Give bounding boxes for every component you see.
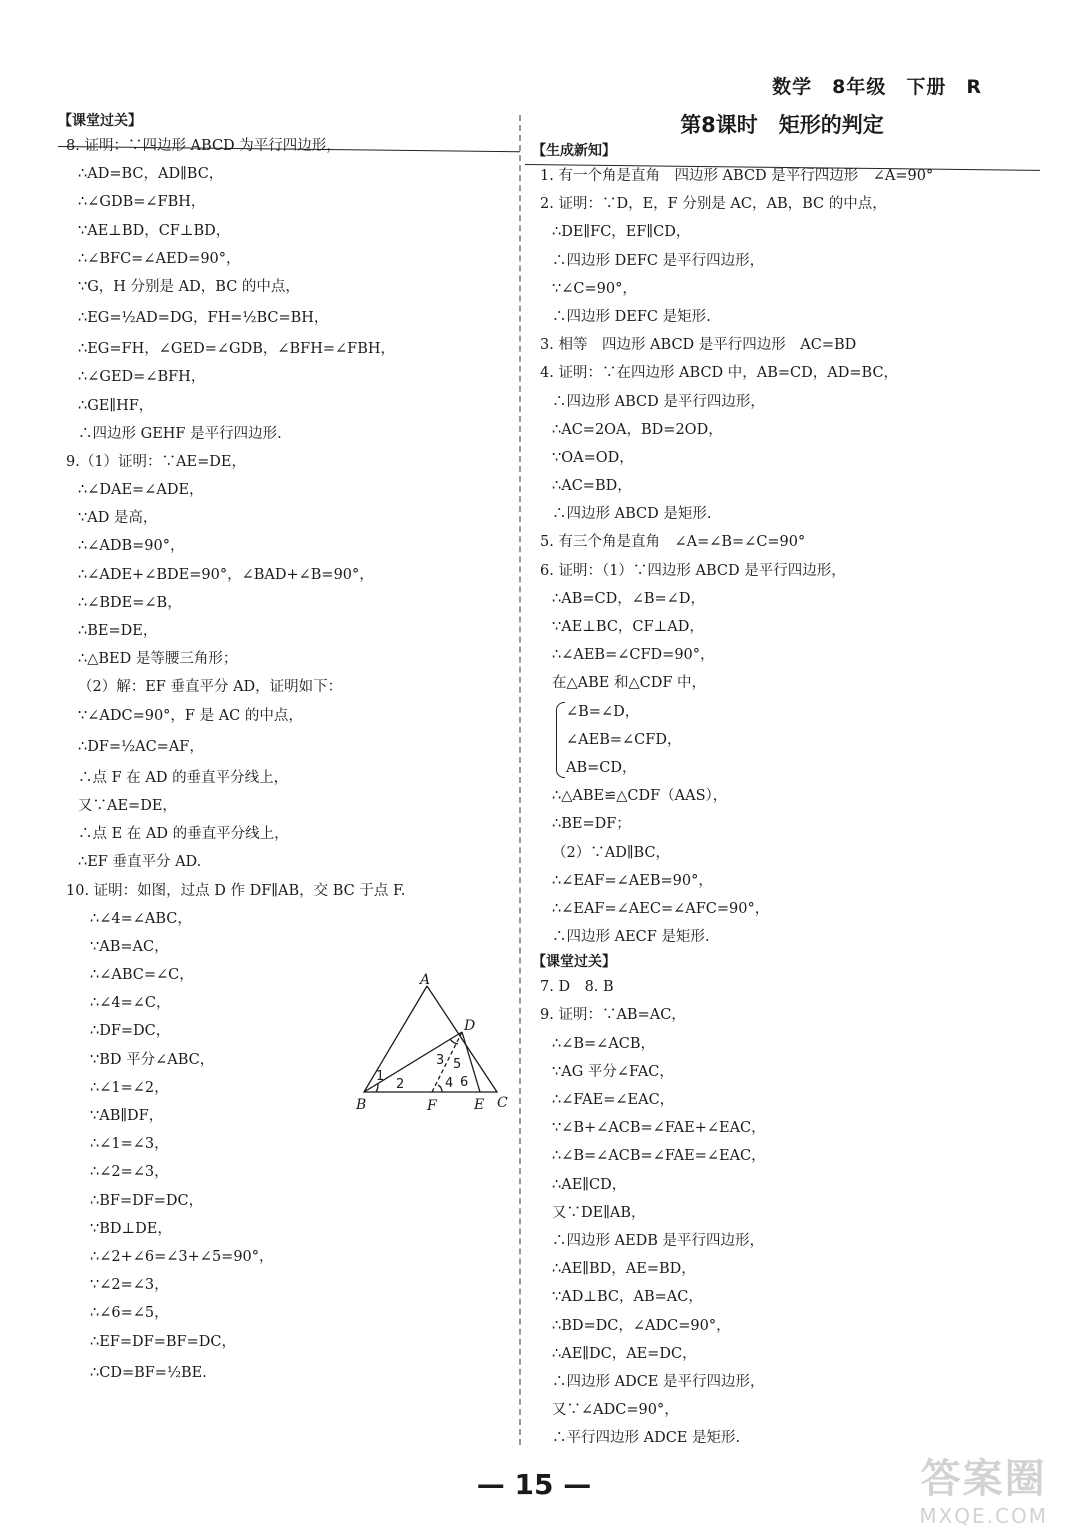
answer-line: ∴EG=FH，∠GED=∠GDB，∠BFH=∠FBH， <box>78 341 396 358</box>
triangle-figure <box>352 972 517 1117</box>
answer-line: ∵AB∥DF， <box>90 1108 164 1124</box>
column-divider <box>519 115 521 1445</box>
answer-line: 5. 有三个角是直角 ∠A=∠B=∠C=90° <box>540 534 806 551</box>
answer-line: ∴∠ABC=∠C， <box>90 967 194 984</box>
answer-line: ∴EF 垂直平分 AD. <box>78 854 202 871</box>
answer-line: 9. 证明：∵AB=AC， <box>540 1007 686 1024</box>
answer-line: ∴四边形 AECF 是矩形. <box>552 929 710 946</box>
answer-line: ∴AB=CD，∠B=∠D， <box>552 590 705 607</box>
watermark-logo: 答案圈 <box>920 1456 1047 1502</box>
answer-line: ∴∠4=∠ABC， <box>90 910 192 927</box>
answer-line: 6. 证明：（1）∵四边形 ABCD 是平行四边形， <box>540 562 846 579</box>
angle-5: 5 <box>453 1057 462 1072</box>
answer-line: ∴BF=DF=DC， <box>90 1192 204 1209</box>
answer-line: ∴EF=DF=BF=DC， <box>90 1333 236 1350</box>
answer-line: ∴∠1=∠3， <box>90 1136 169 1153</box>
answer-line: ∴∠B=∠ACB， <box>552 1035 656 1052</box>
left-answer-lines <box>58 132 510 1390</box>
point-A: A <box>420 972 431 988</box>
angle-6: 6 <box>460 1075 469 1090</box>
section-tag-class-check-2: 【课堂过关】 <box>532 954 616 971</box>
answer-line: ∴DF=½AC=AF， <box>78 738 204 755</box>
answer-line: ∴四边形 GEHF 是平行四边形. <box>78 425 282 442</box>
answer-line: 1. 有一个角是直角 四边形 ABCD 是平行四边形 ∠A=90° <box>540 168 934 184</box>
answer-line: ∴AC=2OA，BD=2OD， <box>552 421 723 438</box>
answer-line: ∴GE∥HF， <box>78 397 154 414</box>
answer-line: 又∵DE∥AB， <box>552 1204 646 1221</box>
answer-line: ∵AB=AC， <box>90 938 169 955</box>
angle-4: 4 <box>445 1076 454 1091</box>
answer-line: ∵BD⊥DE， <box>90 1220 172 1237</box>
answer-line: ∴四边形 AEDB 是平行四边形， <box>552 1232 765 1249</box>
answer-line: ∴AE∥BD，AE=BD， <box>552 1261 696 1278</box>
answer-line: ∴四边形 ABCD 是平行四边形， <box>552 393 765 410</box>
answer-line: ∴∠1=∠2， <box>90 1079 169 1096</box>
answer-line: ∴∠FAE=∠EAC， <box>552 1092 675 1108</box>
answer-line: ∴AE∥DC，AE=DC， <box>552 1345 697 1362</box>
answer-line: ∴BD=DC，∠ADC=90°， <box>552 1317 731 1334</box>
answer-line: ∵∠C=90°， <box>552 280 637 297</box>
answer-line: 10. 证明：如图，过点 D 作 DF∥AB，交 BC 于点 F. <box>66 882 406 899</box>
answer-line: ∵AD 是高， <box>78 510 158 527</box>
page-header: 数学 8年级 下册 R <box>772 76 982 98</box>
answer-line: ∵∠ADC=90°，F 是 AC 的中点， <box>78 707 303 724</box>
answer-line: ∵AE⊥BD，CF⊥BD， <box>78 222 231 239</box>
answer-line: ∴∠GDB=∠FBH， <box>78 194 206 211</box>
answer-line: 又∵AE=DE， <box>78 797 177 814</box>
answer-line: 在△ABE 和△CDF 中， <box>552 675 707 692</box>
answer-line: ∴∠2=∠3， <box>90 1164 169 1181</box>
answer-line: 3. 相等 四边形 ABCD 是平行四边形 AC=BD <box>540 337 857 354</box>
angle-2: 2 <box>396 1077 405 1092</box>
section-tag-class-check: 【课堂过关】 <box>58 113 142 129</box>
answer-line: ∴∠ADB=90°， <box>78 538 185 555</box>
answer-line: ∴∠GED=∠BFH， <box>78 369 206 386</box>
answer-line: 2. 证明：∵D，E，F 分别是 AC，AB，BC 的中点， <box>540 196 887 213</box>
answer-line: ∴四边形 ADCE 是平行四边形， <box>552 1373 765 1390</box>
answer-line: ∴∠BFC=∠AED=90°， <box>78 250 241 267</box>
angle-1: 1 <box>376 1069 385 1084</box>
right-answer-lines-1 <box>532 162 1012 698</box>
answer-line: ∴∠2+∠6=∠3+∠5=90°， <box>90 1248 274 1265</box>
answer-line: ∵BD 平分∠ABC， <box>90 1051 215 1068</box>
lesson-title: 第8课时 矩形的判定 <box>680 113 884 137</box>
answer-line: ∵AD⊥BC，AB=AC， <box>552 1289 703 1306</box>
answer-line: ∴点 F 在 AD 的垂直平分线上， <box>78 769 289 786</box>
answer-line: 又∵∠ADC=90°， <box>552 1402 679 1419</box>
answer-line: ∴四边形 DEFC 是矩形. <box>552 308 711 325</box>
answer-line: ∵G，H 分别是 AD，BC 的中点， <box>78 278 300 295</box>
answer-line: ∴CD=BF=½BE. <box>90 1364 207 1381</box>
answer-line: （2）解：EF 垂直平分 AD，证明如下： <box>78 679 343 696</box>
watermark <box>919 1447 1048 1528</box>
point-E: E <box>474 1097 485 1113</box>
answer-line: ∴△BED 是等腰三角形； <box>78 651 238 668</box>
answer-line: ∴∠EAF=∠AEC=∠AFC=90°， <box>552 900 770 917</box>
brace-group <box>552 698 1012 783</box>
answer-line: ∴△ABE≌△CDF（AAS）， <box>552 788 728 805</box>
answer-line: ∴∠ADE+∠BDE=90°，∠BAD+∠B=90°， <box>78 566 374 583</box>
right-answer-lines-3 <box>532 973 1012 1452</box>
answer-line: ∴∠6=∠5， <box>90 1305 169 1322</box>
answer-line: ∴∠BDE=∠B， <box>78 594 182 611</box>
page-number: — 15 — <box>476 1468 592 1501</box>
brace-line: ∠B=∠D， <box>566 703 640 720</box>
point-F: F <box>427 1098 437 1114</box>
answer-line: ∴点 E 在 AD 的垂直平分线上， <box>78 826 289 843</box>
angle-3: 3 <box>436 1053 445 1068</box>
answer-line: ∴∠4=∠C， <box>90 995 171 1012</box>
answer-line: （2）∵AD∥BC， <box>552 844 671 861</box>
answer-line: ∵∠B+∠ACB=∠FAE+∠EAC， <box>552 1120 766 1137</box>
answer-line: ∵AG 平分∠FAC， <box>552 1063 674 1080</box>
right-answer-lines-2 <box>532 782 1012 951</box>
answer-line: ∴AE∥CD， <box>552 1176 627 1193</box>
answer-line: ∴DE∥FC，EF∥CD， <box>552 224 691 241</box>
answer-line: ∴BE=DF； <box>552 816 631 833</box>
brace-line: ∠AEB=∠CFD， <box>566 731 682 748</box>
answer-line: 4. 证明：∵在四边形 ABCD 中，AB=CD，AD=BC， <box>540 365 899 382</box>
answer-line: ∴四边形 DEFC 是平行四边形， <box>552 252 765 269</box>
answer-line: ∴∠DAE=∠ADE， <box>78 482 204 499</box>
point-D: D <box>464 1018 476 1034</box>
section-tag-new-knowledge: 【生成新知】 <box>532 143 616 159</box>
point-C: C <box>497 1095 508 1111</box>
answer-line: ∴四边形 ABCD 是矩形. <box>552 506 712 523</box>
answer-line: ∵AE⊥BC，CF⊥AD， <box>552 619 704 635</box>
brace-group-wrap <box>532 698 1012 783</box>
answer-line: ∵∠2=∠3， <box>90 1277 169 1294</box>
answer-line: ∴∠EAF=∠AEB=90°， <box>552 872 713 889</box>
answer-line: ∴∠AEB=∠CFD=90°， <box>552 647 715 664</box>
watermark-url: MXQE.COM <box>919 1504 1048 1528</box>
left-column <box>58 110 510 1390</box>
answer-line: ∴EG=½AD=DG，FH=½BC=BH， <box>78 310 329 327</box>
answer-line: ∴DF=DC， <box>90 1023 171 1040</box>
answer-line: ∴AC=BD， <box>552 478 632 495</box>
answer-line: 7. D 8. B <box>540 979 614 996</box>
answer-line: ∴AD=BC，AD∥BC， <box>78 166 224 183</box>
answer-line: ∴BE=DE， <box>78 623 158 639</box>
right-column <box>532 110 1012 1452</box>
answer-line: ∴平行四边形 ADCE 是矩形. <box>552 1430 741 1447</box>
answer-line: 9.（1）证明：∵AE=DE， <box>66 453 246 470</box>
brace-line: AB=CD， <box>566 759 637 776</box>
answer-line: ∵OA=OD， <box>552 449 634 466</box>
point-B: B <box>356 1097 367 1113</box>
answer-line: 8. 证明：∵四边形 ABCD 为平行四边形， <box>66 138 341 154</box>
answer-line: ∴∠B=∠ACB=∠FAE=∠EAC， <box>552 1148 766 1165</box>
